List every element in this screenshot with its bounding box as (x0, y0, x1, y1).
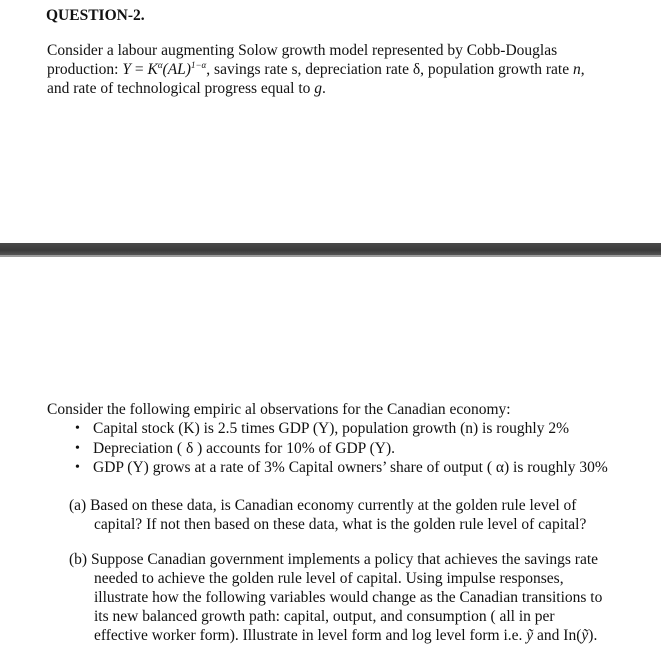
question-intro (47, 41, 647, 98)
intro-line-3: and rate of technological progress equal to g. (47, 80, 326, 97)
intro-line-2: production: $Y = K^\alpha(AL)^{1-\alpha}$, savings rate s, depreciation rate δ, population growth rate n, (47, 60, 585, 78)
formula-al: (AL) (162, 61, 191, 78)
intro-line-1: Consider a labour augmenting Solow growth model represented by Cobb-Douglas (47, 42, 558, 59)
part-a-line-2: capital? If not then based on these data, what is the golden rule level of capital? (94, 516, 587, 533)
part-b-line-1: (b) Suppose Canadian government implements a policy that achieves the savings rate (69, 551, 599, 568)
symbol-g: g (314, 80, 323, 97)
question-heading: QUESTION-2. (46, 7, 145, 24)
page-divider (0, 243, 661, 255)
y-tilde-symbol-log: ỹ (581, 627, 589, 644)
y-tilde-symbol: ỹ (526, 627, 534, 644)
part-a (69, 496, 586, 534)
bullet-icon: • (75, 421, 80, 436)
formula-alpha-exponent: α (157, 60, 163, 70)
part-b-line-3: illustrate how the following variables would change as the Canadian transitions to (94, 589, 603, 606)
list-item: • Depreciation ( δ ) accounts for 10% of GDP (Y). (75, 439, 395, 457)
part-b-line-5: effective worker form). Illustrate in level form and log level form i.e. ỹ and In(ỹ). (94, 627, 598, 644)
formula-one-minus-alpha-exponent: 1−α (190, 60, 207, 70)
part-b-line-2: needed to achieve the golden rule level of capital. Using impulse responses, (94, 570, 564, 587)
bullet-icon: • (75, 460, 80, 475)
part-a-line-1: (a) Based on these data, is Canadian economy currently at the golden rule level of (69, 497, 577, 514)
formula-y: Y (122, 61, 131, 78)
observations-list (75, 419, 608, 478)
page-divider-edge (0, 255, 661, 257)
ln-function: In( (563, 627, 582, 644)
list-item: • Capital stock (K) is 2.5 times GDP (Y), population growth (n) is roughly 2% (75, 420, 569, 437)
observations-intro: Consider the following empiric al observations for the Canadian economy: (47, 401, 511, 418)
part-b-line-4: its new balanced growth path: capital, output, and consumption ( all in per (94, 608, 555, 625)
bullet-icon: • (75, 440, 80, 456)
symbol-n: n (572, 61, 581, 78)
list-item: • GDP (Y) grows at a rate of 3% Capital owners’ share of output ( α) is roughly 30% (75, 459, 608, 476)
part-b (69, 550, 602, 645)
formula-k: K (147, 61, 158, 78)
